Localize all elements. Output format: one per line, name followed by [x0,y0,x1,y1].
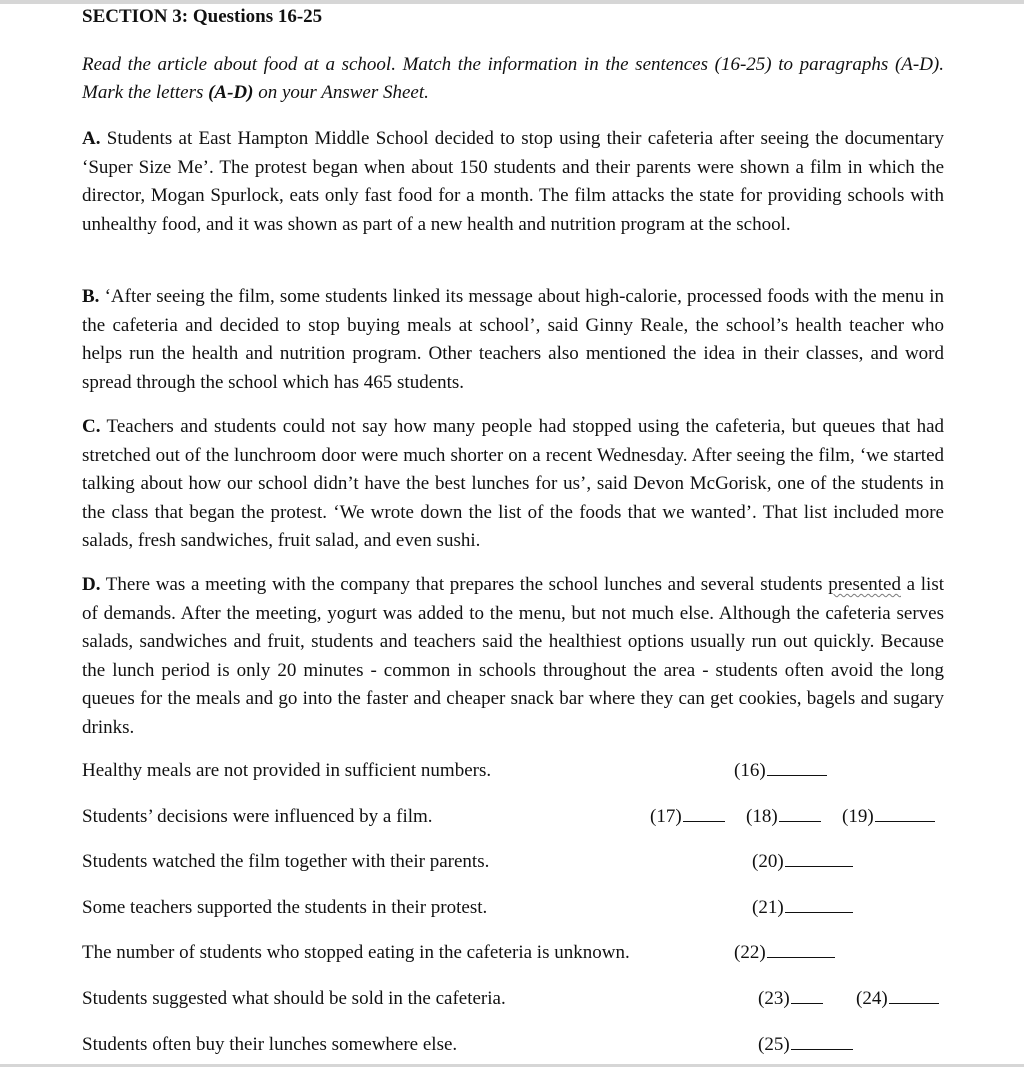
blank-number: (21) [752,897,784,918]
question-text: The number of students who stopped eating in the cafeteria is unknown. [82,942,630,963]
answer-blank-16[interactable] [734,760,827,782]
answer-blank-24[interactable] [856,988,939,1010]
blank-number: (24) [856,988,888,1009]
question-text: Healthy meals are not provided in sufficient numbers. [82,760,492,781]
question-row [82,851,944,877]
blank-number: (16) [734,760,766,781]
paragraph-c [82,413,944,556]
blank-number: (18) [746,806,778,827]
paragraph-a [82,125,944,239]
paragraph-d [82,571,944,742]
window-top-border [0,0,1024,4]
answer-blank-17[interactable] [650,806,725,828]
answer-blank-22[interactable] [734,942,835,964]
question-row [82,897,944,923]
paragraph-d-underlined-word: presented [828,574,901,595]
instructions-bold: (A-D) [208,82,254,103]
blank-number: (23) [758,988,790,1009]
question-row [82,806,944,832]
question-text: Some teachers supported the students in their protest. [82,897,488,918]
blank-number: (22) [734,942,766,963]
instructions-text-2: on your Answer Sheet. [253,82,429,103]
question-text: Students watched the film together with their parents. [82,851,490,872]
paragraph-b-letter: B. [82,286,100,307]
answer-blank-23[interactable] [758,988,823,1010]
paragraph-b-text: ‘After seeing the film, some students linked its message about high-calorie, processed foods with the menu in the cafeteria and decided to stop buying meals at school’, said Ginny Reale, the school’s health teacher who helps run the health and nutrition program. Other teachers also mentioned the idea in their classes, and word spread through the school which has 465 students. [82,286,944,393]
answer-blank-18[interactable] [746,806,821,828]
paragraph-a-text: Students at East Hampton Middle School decided to stop using their cafeteria after seeing the documentary ‘Super Size Me’. The protest began when about 150 students and their parents were shown a film in which the director, Mogan Spurlock, eats only fast food for a month. The film attacks the state for providing schools with unhealthy food, and it was shown as part of a new health and nutrition program at the school. [82,128,944,235]
paragraph-d-letter: D. [82,574,101,595]
paragraph-a-letter: A. [82,128,101,149]
instructions [82,51,944,107]
paragraph-c-text: Teachers and students could not say how many people had stopped using the cafeteria, but queues that had stretched out of the lunchroom door were much shorter on a recent Wednesday. After seeing the film, ‘we started talking about how our school didn’t have the best lunches for us’, said Devon McGorisk, one of the students in the class that began the protest. ‘We wrote down the list of the foods that we wanted’. That list included more salads, fresh sandwiches, fruit salad, and even sushi. [82,416,944,551]
paragraph-b [82,283,944,397]
question-row [82,1034,944,1060]
instructions-text-1: Read the article about food at a school. Match the information in the sentences (16-25) to paragraphs (A-D). Mark the letters [82,54,944,103]
blank-number: (17) [650,806,682,827]
question-text: Students suggested what should be sold in the cafeteria. [82,988,506,1009]
answer-blank-19[interactable] [842,806,935,828]
paragraph-d-text-1: There was a meeting with the company that prepares the school lunches and several students [100,574,829,595]
answer-blank-20[interactable] [752,851,853,873]
blank-number: (19) [842,806,874,827]
question-row [82,988,944,1014]
question-text: Students’ decisions were influenced by a film. [82,806,433,827]
paragraph-c-letter: C. [82,416,101,437]
blank-number: (25) [758,1034,790,1055]
section-title: SECTION 3: Questions 16-25 [82,6,323,27]
paragraph-d-text-2: a list of demands. After the meeting, yogurt was added to the menu, but not much else. Although the cafeteria serves salads, sandwiches and fruit, students and teachers said the healthiest options usually run out quickly. Because the lunch period is only 20 minutes - common in schools throughout the area - students often avoid the long queues for the meals and go into the faster and cheaper snack bar where they can get cookies, bagels and sugary drinks. [82,574,945,738]
answer-blank-25[interactable] [758,1034,853,1056]
blank-number: (20) [752,851,784,872]
question-text: Students often buy their lunches somewhere else. [82,1034,458,1055]
answer-blank-21[interactable] [752,897,853,919]
question-row [82,760,944,786]
question-row [82,942,944,968]
